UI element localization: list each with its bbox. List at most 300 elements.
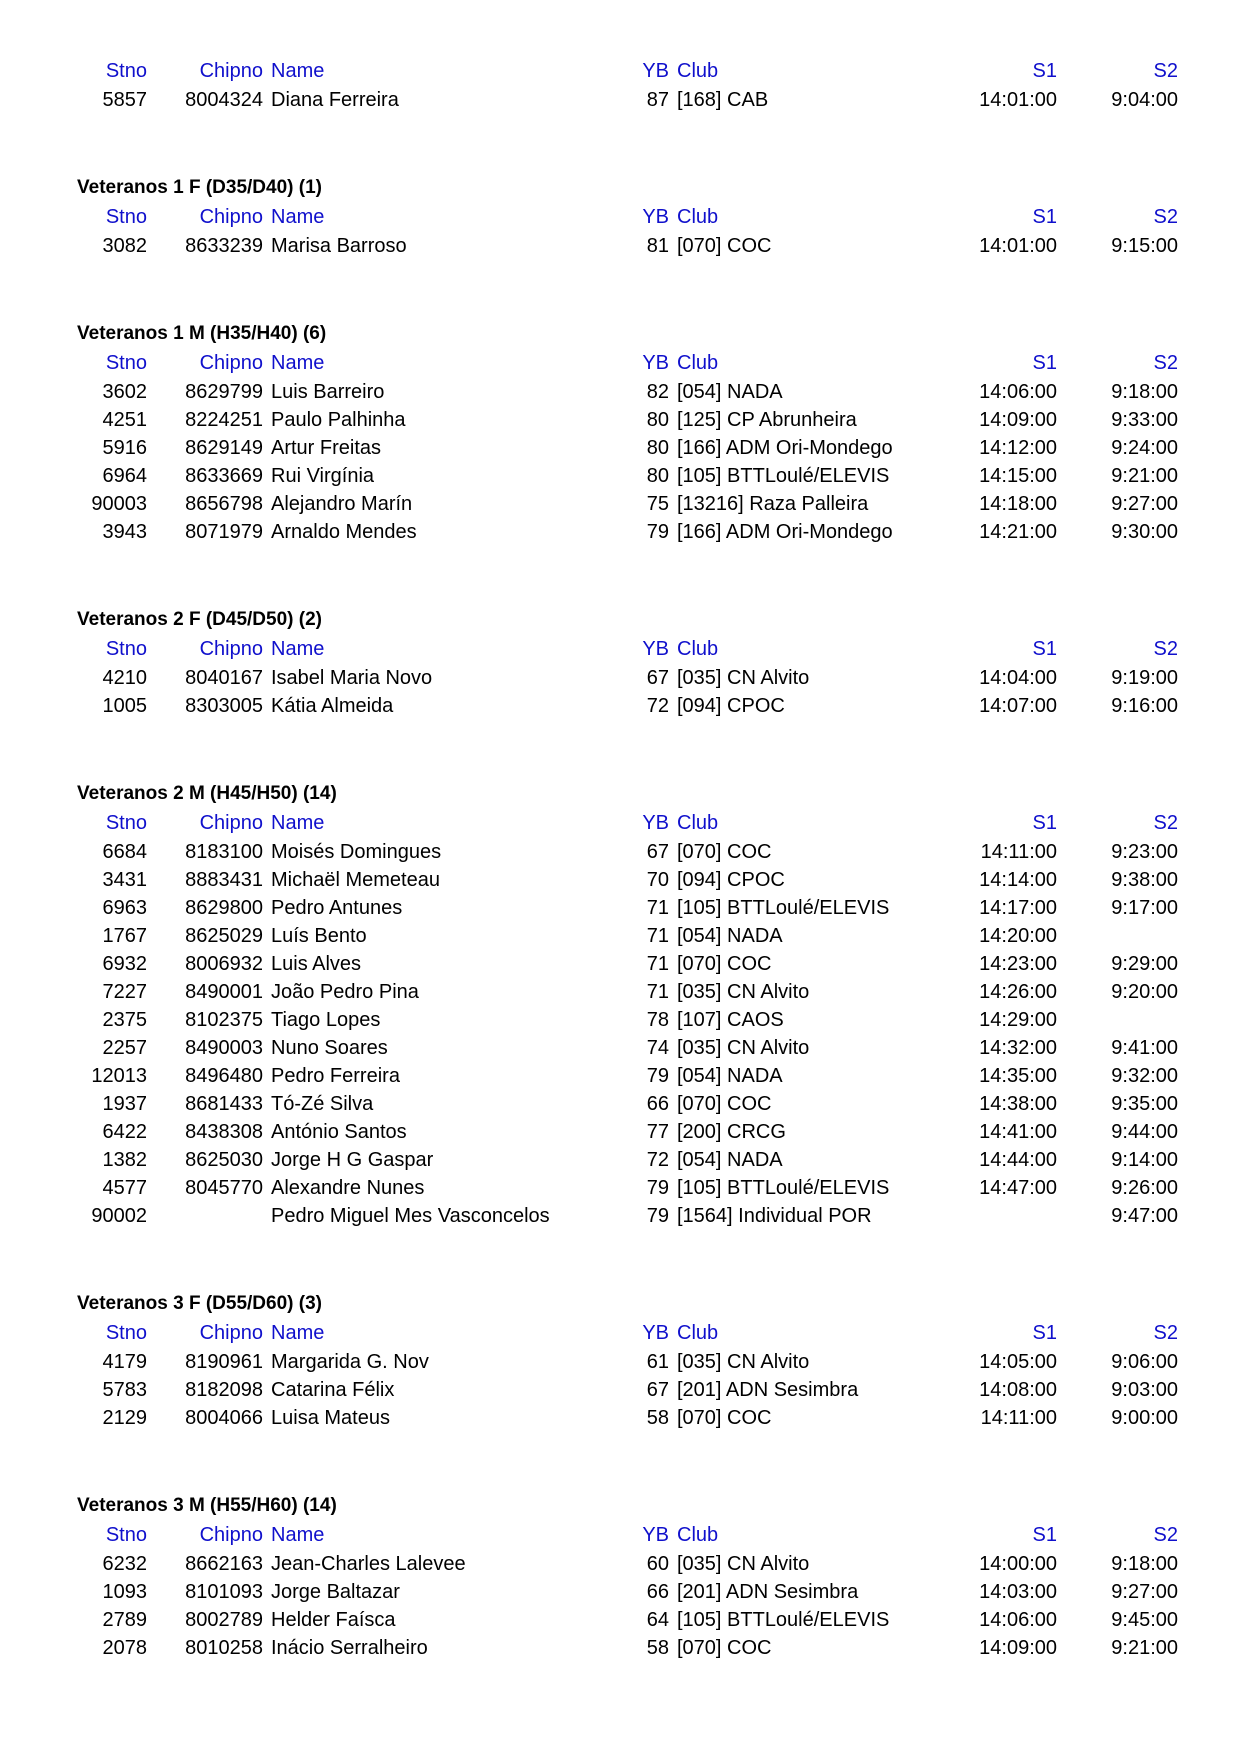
column-header-chipno: Chipno: [199, 1524, 263, 1546]
chip-number: 8662163: [185, 1553, 263, 1575]
section-spacer: [0, 1432, 1240, 1492]
start-time-s2: 9:18:00: [1111, 381, 1178, 403]
chip-number: 8040167: [185, 667, 263, 689]
club: [166] ADM Ori-Mondego: [677, 521, 893, 543]
chip-number: 8629800: [185, 897, 263, 919]
year-of-birth: 79: [646, 1177, 669, 1199]
start-number: 2789: [102, 1609, 147, 1631]
category-section: [0, 1290, 1240, 1432]
club: [13216] Raza Palleira: [677, 493, 869, 515]
year-of-birth: 64: [646, 1609, 669, 1631]
year-of-birth: 72: [646, 695, 669, 717]
club: [035] CN Alvito: [677, 1351, 810, 1373]
start-number: 7227: [102, 981, 147, 1003]
chip-number: 8002789: [185, 1609, 263, 1631]
start-number: 1093: [102, 1581, 147, 1603]
runner-name: Tó-Zé Silva: [271, 1093, 374, 1115]
club: [105] BTTLoulé/ELEVIS: [677, 465, 890, 487]
club: [054] NADA: [677, 1149, 783, 1171]
column-header-yb: YB: [642, 352, 669, 374]
column-header-row: [0, 1318, 1240, 1348]
club: [168] CAB: [677, 89, 769, 111]
club: [201] ADN Sesimbra: [677, 1379, 859, 1401]
start-time-s1: 14:26:00: [979, 981, 1057, 1003]
chip-number: 8004066: [185, 1407, 263, 1429]
runner-name: Pedro Miguel Mes Vasconcelos: [271, 1205, 550, 1227]
year-of-birth: 74: [646, 1037, 669, 1059]
year-of-birth: 77: [646, 1121, 669, 1143]
start-time-s1: 14:08:00: [979, 1379, 1057, 1401]
column-header-club: Club: [677, 206, 719, 228]
start-time-s1: 14:12:00: [979, 437, 1057, 459]
club: [166] ADM Ori-Mondego: [677, 437, 893, 459]
runner-name: Rui Virgínia: [271, 465, 375, 487]
column-header-row: [0, 348, 1240, 378]
column-header-yb: YB: [642, 812, 669, 834]
column-header-chipno: Chipno: [199, 1322, 263, 1344]
runner-row: [0, 518, 1240, 546]
start-time-s1: 14:04:00: [979, 667, 1057, 689]
year-of-birth: 87: [646, 89, 669, 111]
start-number: 1382: [102, 1149, 147, 1171]
start-number: 6232: [102, 1553, 147, 1575]
start-time-s2: 9:27:00: [1111, 493, 1178, 515]
column-header-row: [0, 808, 1240, 838]
column-header-s1: S1: [1032, 812, 1057, 834]
club: [094] CPOC: [677, 695, 785, 717]
column-header-club: Club: [677, 352, 719, 374]
chip-number: 8004324: [185, 89, 263, 111]
runner-row: [0, 1034, 1240, 1062]
column-header-s2: S2: [1153, 812, 1178, 834]
start-time-s1: 14:01:00: [979, 235, 1057, 257]
runner-name: Alexandre Nunes: [271, 1177, 425, 1199]
runner-row: [0, 950, 1240, 978]
column-header-name: Name: [271, 1322, 325, 1344]
runner-row: [0, 1146, 1240, 1174]
runner-name: António Santos: [271, 1121, 407, 1143]
club: [035] CN Alvito: [677, 981, 810, 1003]
column-header-name: Name: [271, 352, 325, 374]
club: [070] COC: [677, 235, 772, 257]
column-header-s1: S1: [1032, 638, 1057, 660]
runner-name: Luisa Mateus: [271, 1407, 390, 1429]
start-number: 2257: [102, 1037, 147, 1059]
category-title: Veteranos 2 F (D45/D50) (2): [77, 609, 322, 630]
runner-name: Luis Barreiro: [271, 381, 385, 403]
start-number: 3082: [102, 235, 147, 257]
column-header-s2: S2: [1153, 206, 1178, 228]
club: [125] CP Abrunheira: [677, 409, 857, 431]
year-of-birth: 71: [646, 925, 669, 947]
club: [107] CAOS: [677, 1009, 784, 1031]
column-header-s1: S1: [1032, 206, 1057, 228]
runner-row: [0, 922, 1240, 950]
runner-row: [0, 1550, 1240, 1578]
column-header-name: Name: [271, 60, 325, 82]
runner-row: [0, 1118, 1240, 1146]
column-header-chipno: Chipno: [199, 60, 263, 82]
start-time-s1: 14:00:00: [979, 1553, 1057, 1575]
column-header-stno: Stno: [105, 1322, 147, 1344]
year-of-birth: 82: [646, 381, 669, 403]
chip-number: 8224251: [185, 409, 263, 431]
start-number: 6422: [102, 1121, 147, 1143]
runner-row: [0, 1606, 1240, 1634]
column-header-chipno: Chipno: [199, 812, 263, 834]
runner-name: Diana Ferreira: [271, 89, 399, 111]
runner-row: [0, 894, 1240, 922]
start-time-s2: 9:21:00: [1111, 465, 1178, 487]
column-header-club: Club: [677, 812, 719, 834]
start-number: 4179: [102, 1351, 147, 1373]
start-number: 90002: [91, 1205, 147, 1227]
start-time-s2: 9:15:00: [1111, 235, 1178, 257]
start-time-s1: 14:11:00: [980, 841, 1057, 863]
start-time-s1: 14:17:00: [979, 897, 1057, 919]
start-time-s2: 9:04:00: [1111, 89, 1178, 111]
chip-number: 8045770: [185, 1177, 263, 1199]
column-header-name: Name: [271, 1524, 325, 1546]
start-time-s2: 9:24:00: [1111, 437, 1178, 459]
year-of-birth: 78: [646, 1009, 669, 1031]
year-of-birth: 58: [646, 1407, 669, 1429]
club: [035] CN Alvito: [677, 667, 810, 689]
section-spacer: [0, 546, 1240, 606]
runner-row: [0, 866, 1240, 894]
start-time-s2: 9:47:00: [1111, 1205, 1178, 1227]
start-time-s2: 9:21:00: [1111, 1637, 1178, 1659]
column-header-stno: Stno: [105, 1524, 147, 1546]
runner-row: [0, 1578, 1240, 1606]
runner-name: Pedro Ferreira: [271, 1065, 400, 1087]
column-header-row: [0, 56, 1240, 86]
year-of-birth: 75: [646, 493, 669, 515]
start-number: 1767: [102, 925, 147, 947]
start-time-s1: 14:06:00: [979, 381, 1057, 403]
category-section: [0, 606, 1240, 720]
column-header-club: Club: [677, 60, 719, 82]
year-of-birth: 72: [646, 1149, 669, 1171]
start-time-s2: 9:18:00: [1111, 1553, 1178, 1575]
club: [200] CRCG: [677, 1121, 786, 1143]
start-number: 90003: [91, 493, 147, 515]
category-section: [0, 174, 1240, 260]
runner-name: Jorge H G Gaspar: [271, 1149, 434, 1171]
column-header-yb: YB: [642, 638, 669, 660]
start-time-s1: 14:07:00: [979, 695, 1057, 717]
column-header-s1: S1: [1032, 60, 1057, 82]
runner-name: Jorge Baltazar: [271, 1581, 400, 1603]
section-spacer: [0, 114, 1240, 174]
chip-number: 8438308: [185, 1121, 263, 1143]
chip-number: 8010258: [185, 1637, 263, 1659]
start-number: 4210: [102, 667, 147, 689]
runner-name: Jean-Charles Lalevee: [271, 1553, 466, 1575]
start-number: 6684: [102, 841, 147, 863]
column-header-row: [0, 634, 1240, 664]
start-time-s1: 14:29:00: [979, 1009, 1057, 1031]
start-time-s2: 9:06:00: [1111, 1351, 1178, 1373]
column-header-stno: Stno: [105, 638, 147, 660]
runner-row: [0, 86, 1240, 114]
runner-name: Luís Bento: [271, 925, 367, 947]
start-time-s1: 14:41:00: [979, 1121, 1057, 1143]
start-time-s1: 14:32:00: [979, 1037, 1057, 1059]
year-of-birth: 79: [646, 1205, 669, 1227]
runner-rows: [0, 378, 1240, 546]
start-number: 2129: [102, 1407, 147, 1429]
club: [105] BTTLoulé/ELEVIS: [677, 1609, 890, 1631]
chip-number: 8182098: [185, 1379, 263, 1401]
category-title: Veteranos 3 F (D55/D60) (3): [77, 1293, 322, 1314]
category-section: [0, 56, 1240, 114]
start-time-s2: 9:23:00: [1111, 841, 1178, 863]
start-time-s1: 14:23:00: [979, 953, 1057, 975]
runner-name: Artur Freitas: [271, 437, 382, 459]
runner-name: Moisés Domingues: [271, 841, 442, 863]
start-time-s2: 9:27:00: [1111, 1581, 1178, 1603]
column-header-s2: S2: [1153, 60, 1178, 82]
runner-row: [0, 1202, 1240, 1230]
column-header-yb: YB: [642, 60, 669, 82]
year-of-birth: 67: [646, 1379, 669, 1401]
start-number: 4251: [102, 409, 147, 431]
start-time-s1: 14:44:00: [979, 1149, 1057, 1171]
year-of-birth: 71: [646, 897, 669, 919]
runner-row: [0, 838, 1240, 866]
column-header-s1: S1: [1032, 1524, 1057, 1546]
chip-number: 8625029: [185, 925, 263, 947]
start-time-s2: 9:30:00: [1111, 521, 1178, 543]
year-of-birth: 67: [646, 667, 669, 689]
chip-number: 8496480: [185, 1065, 263, 1087]
year-of-birth: 66: [646, 1093, 669, 1115]
column-header-stno: Stno: [105, 812, 147, 834]
start-time-s1: 14:01:00: [979, 89, 1057, 111]
year-of-birth: 67: [646, 841, 669, 863]
start-time-s1: 14:05:00: [979, 1351, 1057, 1373]
column-header-chipno: Chipno: [199, 638, 263, 660]
column-header-club: Club: [677, 638, 719, 660]
start-time-s2: 9:20:00: [1111, 981, 1178, 1003]
column-header-club: Club: [677, 1322, 719, 1344]
club: [1564] Individual POR: [677, 1205, 872, 1227]
runner-row: [0, 490, 1240, 518]
section-spacer: [0, 1230, 1240, 1290]
chip-number: 8071979: [185, 521, 263, 543]
runner-name: Tiago Lopes: [271, 1009, 381, 1031]
club: [054] NADA: [677, 1065, 783, 1087]
start-time-s1: 14:21:00: [979, 521, 1057, 543]
chip-number: 8183100: [185, 841, 263, 863]
start-time-s2: 9:19:00: [1111, 667, 1178, 689]
club: [105] BTTLoulé/ELEVIS: [677, 1177, 890, 1199]
year-of-birth: 79: [646, 1065, 669, 1087]
start-time-s2: 9:26:00: [1111, 1177, 1178, 1199]
start-time-s1: 14:09:00: [979, 409, 1057, 431]
club: [094] CPOC: [677, 869, 785, 891]
start-time-s2: 9:00:00: [1111, 1407, 1178, 1429]
column-header-s2: S2: [1153, 1524, 1178, 1546]
start-number: 1005: [102, 695, 147, 717]
chip-number: 8101093: [185, 1581, 263, 1603]
column-header-yb: YB: [642, 206, 669, 228]
column-header-row: [0, 202, 1240, 232]
start-number: 5783: [102, 1379, 147, 1401]
category-title: Veteranos 3 M (H55/H60) (14): [77, 1495, 337, 1516]
runner-row: [0, 434, 1240, 462]
runner-name: Kátia Almeida: [271, 695, 394, 717]
runner-row: [0, 1634, 1240, 1662]
runner-row: [0, 1090, 1240, 1118]
start-time-s1: 14:35:00: [979, 1065, 1057, 1087]
chip-number: 8625030: [185, 1149, 263, 1171]
start-time-s1: 14:11:00: [980, 1407, 1057, 1429]
category-section: [0, 780, 1240, 1230]
club: [054] NADA: [677, 925, 783, 947]
club: [070] COC: [677, 1093, 772, 1115]
start-time-s1: 14:20:00: [979, 925, 1057, 947]
start-time-s2: 9:17:00: [1111, 897, 1178, 919]
start-number: 12013: [91, 1065, 147, 1087]
start-number: 3431: [102, 869, 147, 891]
club: [054] NADA: [677, 381, 783, 403]
runner-name: Inácio Serralheiro: [271, 1637, 428, 1659]
column-header-stno: Stno: [105, 60, 147, 82]
start-time-s2: 9:45:00: [1111, 1609, 1178, 1631]
start-time-s2: 9:35:00: [1111, 1093, 1178, 1115]
start-time-s1: 14:14:00: [979, 869, 1057, 891]
category-title: Veteranos 1 M (H35/H40) (6): [77, 323, 327, 344]
chip-number: 8006932: [185, 953, 263, 975]
runner-row: [0, 1174, 1240, 1202]
start-time-s2: 9:38:00: [1111, 869, 1178, 891]
year-of-birth: 71: [646, 953, 669, 975]
club: [070] COC: [677, 953, 772, 975]
chip-number: 8190961: [185, 1351, 263, 1373]
column-header-row: [0, 1520, 1240, 1550]
year-of-birth: 80: [646, 465, 669, 487]
runner-row: [0, 1348, 1240, 1376]
start-time-s1: 14:18:00: [979, 493, 1057, 515]
year-of-birth: 58: [646, 1637, 669, 1659]
column-header-club: Club: [677, 1524, 719, 1546]
runner-row: [0, 462, 1240, 490]
runner-name: Marisa Barroso: [271, 235, 407, 257]
runner-row: [0, 378, 1240, 406]
chip-number: 8490003: [185, 1037, 263, 1059]
column-header-yb: YB: [642, 1322, 669, 1344]
start-time-s1: 14:47:00: [979, 1177, 1057, 1199]
runner-name: João Pedro Pina: [271, 981, 419, 1003]
runner-name: Arnaldo Mendes: [271, 521, 417, 543]
column-header-s1: S1: [1032, 1322, 1057, 1344]
club: [105] BTTLoulé/ELEVIS: [677, 897, 890, 919]
section-spacer: [0, 260, 1240, 320]
start-number: 1937: [102, 1093, 147, 1115]
runner-rows: [0, 86, 1240, 114]
runner-row: [0, 692, 1240, 720]
start-time-s2: 9:33:00: [1111, 409, 1178, 431]
runner-row: [0, 1404, 1240, 1432]
column-header-s2: S2: [1153, 1322, 1178, 1344]
year-of-birth: 71: [646, 981, 669, 1003]
start-number: 3602: [102, 381, 147, 403]
club: [070] COC: [677, 1407, 772, 1429]
runner-name: Isabel Maria Novo: [271, 667, 433, 689]
year-of-birth: 80: [646, 437, 669, 459]
start-number: 5916: [102, 437, 147, 459]
start-time-s2: 9:16:00: [1111, 695, 1178, 717]
category-title: Veteranos 1 F (D35/D40) (1): [77, 177, 322, 198]
start-number: 3943: [102, 521, 147, 543]
runner-row: [0, 232, 1240, 260]
start-time-s2: 9:03:00: [1111, 1379, 1178, 1401]
runner-name: Catarina Félix: [271, 1379, 395, 1401]
column-header-stno: Stno: [105, 352, 147, 374]
runner-name: Luis Alves: [271, 953, 362, 975]
runner-rows: [0, 838, 1240, 1230]
start-list-document: [0, 56, 1240, 1662]
year-of-birth: 60: [646, 1553, 669, 1575]
runner-name: Pedro Antunes: [271, 897, 403, 919]
runner-row: [0, 1006, 1240, 1034]
runner-row: [0, 406, 1240, 434]
runner-rows: [0, 1348, 1240, 1432]
chip-number: 8633239: [185, 235, 263, 257]
category-section: [0, 1492, 1240, 1662]
column-header-s1: S1: [1032, 352, 1057, 374]
runner-row: [0, 978, 1240, 1006]
runner-name: Paulo Palhinha: [271, 409, 406, 431]
runner-name: Alejandro Marín: [271, 493, 413, 515]
start-time-s1: 14:15:00: [979, 465, 1057, 487]
runner-name: Nuno Soares: [271, 1037, 388, 1059]
column-header-s2: S2: [1153, 352, 1178, 374]
start-time-s2: 9:41:00: [1111, 1037, 1178, 1059]
start-time-s1: 14:38:00: [979, 1093, 1057, 1115]
start-number: 2375: [102, 1009, 147, 1031]
year-of-birth: 70: [646, 869, 669, 891]
start-time-s1: 14:09:00: [979, 1637, 1057, 1659]
runner-row: [0, 1376, 1240, 1404]
chip-number: 8102375: [185, 1009, 263, 1031]
start-number: 6964: [102, 465, 147, 487]
runner-rows: [0, 232, 1240, 260]
runner-name: Margarida G. Nov: [271, 1351, 429, 1373]
column-header-yb: YB: [642, 1524, 669, 1546]
club: [070] COC: [677, 841, 772, 863]
start-number: 6932: [102, 953, 147, 975]
runner-row: [0, 664, 1240, 692]
runner-name: Helder Faísca: [271, 1609, 396, 1631]
column-header-name: Name: [271, 206, 325, 228]
chip-number: 8883431: [185, 869, 263, 891]
club: [201] ADN Sesimbra: [677, 1581, 859, 1603]
column-header-s2: S2: [1153, 638, 1178, 660]
club: [070] COC: [677, 1637, 772, 1659]
chip-number: 8633669: [185, 465, 263, 487]
category-title: Veteranos 2 M (H45/H50) (14): [77, 783, 337, 804]
column-header-name: Name: [271, 812, 325, 834]
column-header-chipno: Chipno: [199, 352, 263, 374]
start-number: 5857: [102, 89, 147, 111]
chip-number: 8656798: [185, 493, 263, 515]
runner-rows: [0, 664, 1240, 720]
start-time-s1: 14:06:00: [979, 1609, 1057, 1631]
chip-number: 8629799: [185, 381, 263, 403]
